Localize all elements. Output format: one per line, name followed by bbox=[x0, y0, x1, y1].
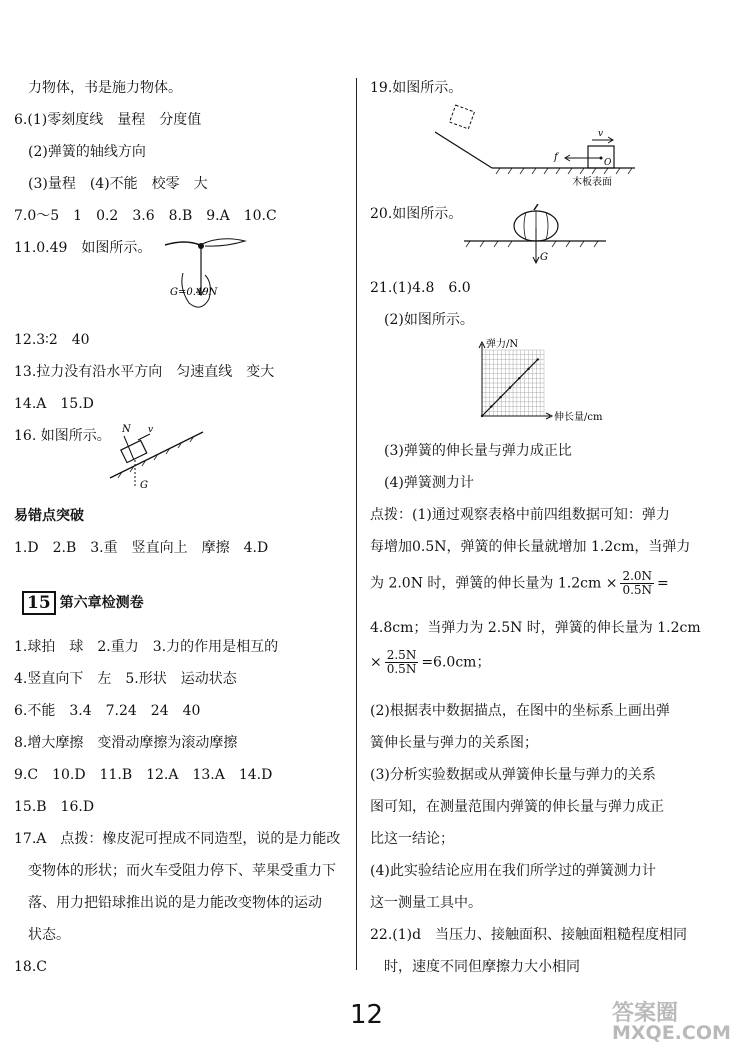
answer-line: 图可知，在测量范围内弹簧的伸长量与弹力成正 bbox=[370, 799, 664, 815]
answer-line: (4)弹簧测力计 bbox=[384, 475, 474, 491]
answer-line: 13.拉力没有沿水平方向 匀速直线 变大 bbox=[14, 364, 275, 380]
answer-line: 簧伸长量与弹力的关系图； bbox=[370, 735, 538, 751]
fraction bbox=[620, 570, 654, 597]
answer-line: 16. 如图所示。 bbox=[14, 428, 111, 444]
text-segment: = bbox=[657, 575, 669, 592]
text-segment: 为 2.0N 时，弹簧的伸长量为 1.2cm × bbox=[370, 575, 618, 592]
text-segment: =6.0cm； bbox=[421, 654, 491, 671]
answer-line: 状态。 bbox=[28, 927, 70, 943]
answer-line: 17.A 点拨：橡皮泥可捏成不同造型，说的是力能改 bbox=[14, 831, 341, 847]
branch-line bbox=[165, 242, 200, 245]
answer-line: 18.C bbox=[14, 959, 47, 975]
page-number: 12 bbox=[350, 1000, 384, 1030]
fig19-caption: 木板表面 bbox=[572, 177, 612, 188]
chart-xlabel: 伸长量/cm bbox=[554, 412, 603, 423]
answer-line: 9.C 10.D 11.B 12.A 13.A 14.D bbox=[14, 767, 273, 783]
fraction-denominator: 0.5N bbox=[622, 583, 653, 597]
data-point bbox=[509, 387, 511, 389]
fraction-numerator: 2.5N bbox=[386, 648, 417, 662]
section-title: 第六章检测卷 bbox=[59, 595, 144, 611]
text-segment: × bbox=[370, 654, 382, 671]
fig20-g-label: G bbox=[540, 252, 548, 263]
answer-line: 7.0～5 1 0.2 3.6 8.B 9.A 10.C bbox=[14, 208, 277, 224]
watermark-url: MXQE.COM bbox=[612, 1022, 731, 1044]
fig19-v-label: v bbox=[598, 129, 604, 139]
fraction-denominator: 0.5N bbox=[386, 662, 417, 676]
answer-line: 变物体的形状；而火车受阻力停下、苹果受重力下 bbox=[28, 863, 336, 879]
answer-line: (4)此实验结论应用在我们所学过的弹簧测力计 bbox=[370, 863, 656, 879]
answer-line: 比这一结论； bbox=[370, 831, 454, 847]
data-point bbox=[490, 405, 492, 407]
answer-line: 4.8cm；当弹力为 2.5N 时，弹簧的伸长量为 1.2cm bbox=[370, 620, 701, 636]
answer-line: 21.(1)4.8 6.0 bbox=[370, 280, 471, 296]
chart-ylabel: 弹力/N bbox=[486, 339, 519, 350]
section-number-badge: 15 bbox=[22, 591, 56, 615]
answer-line-with-fraction bbox=[370, 570, 669, 597]
answer-line: 6.不能 3.4 7.24 24 40 bbox=[14, 703, 201, 719]
data-point bbox=[481, 415, 483, 417]
figure-q16-incline bbox=[108, 420, 208, 492]
fraction bbox=[385, 649, 419, 676]
fig19-o-label: O bbox=[604, 158, 612, 168]
answer-line: 4.竖直向下 左 5.形状 运动状态 bbox=[14, 671, 237, 687]
fig16-g-label: G bbox=[140, 480, 148, 491]
leaf-shape bbox=[200, 239, 245, 246]
answer-line: 这一测量工具中。 bbox=[370, 895, 482, 911]
answer-line: (3)量程 (4)不能 校零 大 bbox=[28, 176, 208, 192]
data-point bbox=[518, 377, 520, 379]
fig16-n-label: N bbox=[122, 424, 131, 435]
answer-line: 20.如图所示。 bbox=[370, 206, 463, 222]
fraction-numerator: 2.0N bbox=[622, 569, 653, 583]
answer-line: 力物体，书是施力物体。 bbox=[28, 80, 182, 96]
answer-line: 1.D 2.B 3.重 竖直向上 摩擦 4.D bbox=[14, 540, 269, 556]
answer-line: 12.3∶2 40 bbox=[14, 332, 90, 348]
answer-line: 14.A 15.D bbox=[14, 396, 94, 412]
answer-line: 1.球拍 球 2.重力 3.力的作用是相互的 bbox=[14, 639, 279, 655]
figure-q20-pumpkin bbox=[460, 204, 610, 264]
answer-line-with-fraction bbox=[370, 649, 490, 676]
answer-line: 点拨：(1)通过观察表格中前四组数据可知：弹力 bbox=[370, 507, 670, 523]
answer-line: 每增加0.5N，弹簧的伸长量就增加 1.2cm，当弹力 bbox=[370, 539, 691, 555]
answer-line: 19.如图所示。 bbox=[370, 80, 463, 96]
answer-line: 8.增大摩擦 变滑动摩擦为滚动摩擦 bbox=[14, 735, 238, 751]
fig19-f-label: f bbox=[554, 152, 558, 163]
spring-force-chart bbox=[470, 336, 645, 428]
answer-line: (3)弹簧的伸长量与弹力成正比 bbox=[384, 443, 572, 459]
answer-line: (2)如图所示。 bbox=[384, 312, 474, 328]
fig11-label: G=0.49N bbox=[170, 287, 218, 298]
answer-line: 时，速度不同但摩擦力大小相同 bbox=[384, 959, 580, 975]
answer-line: 15.B 16.D bbox=[14, 799, 95, 815]
fig16-v-label: v bbox=[148, 425, 154, 435]
figure-q11-spring-scale bbox=[155, 233, 255, 323]
data-point bbox=[537, 358, 539, 360]
answer-line: 22.(1)d 当压力、接触面积、接触面粗糙程度相同 bbox=[370, 927, 688, 943]
data-point bbox=[499, 396, 501, 398]
column-divider bbox=[356, 78, 357, 970]
answer-line: 11.0.49 如图所示。 bbox=[14, 240, 152, 256]
pumpkin-stem bbox=[534, 204, 538, 210]
watermark-logo: 答案圈 bbox=[612, 1001, 679, 1026]
ramp-line bbox=[435, 132, 492, 168]
figure-q19-block-on-board bbox=[430, 102, 640, 188]
incline-line bbox=[110, 432, 203, 478]
answer-line: (2)根据表中数据描点，在图中的坐标系上画出弹 bbox=[370, 703, 670, 719]
data-point bbox=[527, 368, 529, 370]
answer-line: 6.(1)零刻度线 量程 分度值 bbox=[14, 112, 202, 128]
dashed-block-rect bbox=[450, 105, 475, 129]
section-heading: 易错点突破 bbox=[14, 508, 84, 524]
section-title-row bbox=[22, 591, 144, 615]
answer-line: (2)弹簧的轴线方向 bbox=[28, 144, 146, 160]
answer-line: (3)分析实验数据或从弹簧伸长量与弹力的关系 bbox=[370, 767, 656, 783]
answer-line: 落、用力把铅球推出说的是力能改变物体的运动 bbox=[28, 895, 322, 911]
